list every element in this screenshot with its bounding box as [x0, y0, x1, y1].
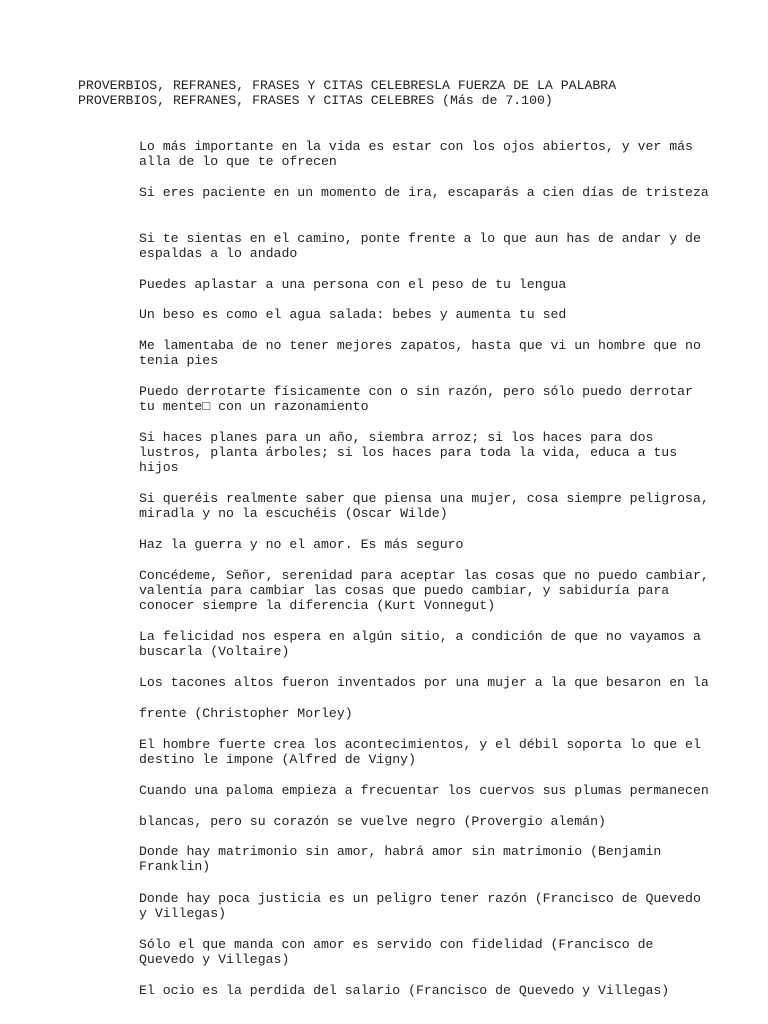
- quote-14: frente (Christopher Morley): [139, 706, 353, 721]
- quote-12: La felicidad nos espera en algún sitio, a condición de que no vayamos a buscarla (Voltaire): [139, 629, 701, 660]
- quote-17: blancas, pero su corazón se vuelve negro (Provergio alemán): [139, 814, 606, 829]
- quote-19: Donde hay poca justicia es un peligro tener razón (Francisco de Quevedo y Villegas): [139, 891, 701, 922]
- quote-7: Puedo derrotarte físicamente con o sin razón, pero sólo puedo derrotar tu mente□ con un razonamiento: [139, 384, 693, 415]
- quote-3: Si te sientas en el camino, ponte frente a lo que aun has de andar y de espaldas a lo andado: [139, 231, 701, 262]
- quote-1: Lo más importante en la vida es estar con los ojos abiertos, y ver más alla de lo que te ofrecen: [139, 139, 693, 170]
- quote-9: Si queréis realmente saber que piensa una mujer, cosa siempre peligrosa, miradla y no la escuchéis (Oscar Wilde): [139, 491, 709, 522]
- quote-2: Si eres paciente en un momento de ira, escaparás a cien días de tristeza: [139, 185, 709, 200]
- quote-16: Cuando una paloma empieza a frecuentar los cuervos sus plumas permanecen: [139, 783, 709, 798]
- quote-8: Si haces planes para un año, siembra arroz; si los haces para dos lustros, planta árboles; si los haces para toda la vida, educa a tus hijos: [139, 430, 678, 476]
- quote-18: Donde hay matrimonio sin amor, habrá amor sin matrimonio (Benjamin Franklin): [139, 844, 662, 875]
- quote-20: Sólo el que manda con amor es servido con fidelidad (Francisco de Quevedo y Villegas): [139, 937, 654, 968]
- quote-10: Haz la guerra y no el amor. Es más seguro: [139, 537, 464, 552]
- quote-21: El ocio es la perdida del salario (Francisco de Quevedo y Villegas): [139, 983, 670, 998]
- quote-4: Puedes aplastar a una persona con el peso de tu lengua: [139, 277, 567, 292]
- quote-11: Concédeme, Señor, serenidad para aceptar las cosas que no puedo cambiar, valentía para cambiar las cosas que puedo cambiar, y sabiduría para conocer siempre la diferencia (Kurt Vonnegut): [139, 568, 709, 614]
- quote-15: El hombre fuerte crea los acontecimientos, y el débil soporta lo que el destino le impone (Alfred de Vigny): [139, 737, 701, 768]
- quote-13: Los tacones altos fueron inventados por una mujer a la que besaron en la: [139, 675, 709, 690]
- document-heading: [78, 78, 758, 108]
- heading-line-1: PROVERBIOS, REFRANES, FRASES Y CITAS CELEBRESLA FUERZA DE LA PALABRA: [78, 78, 617, 93]
- heading-line-2: PROVERBIOS, REFRANES, FRASES Y CITAS CELEBRES (Más de 7.100): [78, 93, 553, 109]
- quote-5: Un beso es como el agua salada: bebes y aumenta tu sed: [139, 307, 567, 322]
- quote-6: Me lamentaba de no tener mejores zapatos, hasta que vi un hombre que no tenia pies: [139, 338, 701, 369]
